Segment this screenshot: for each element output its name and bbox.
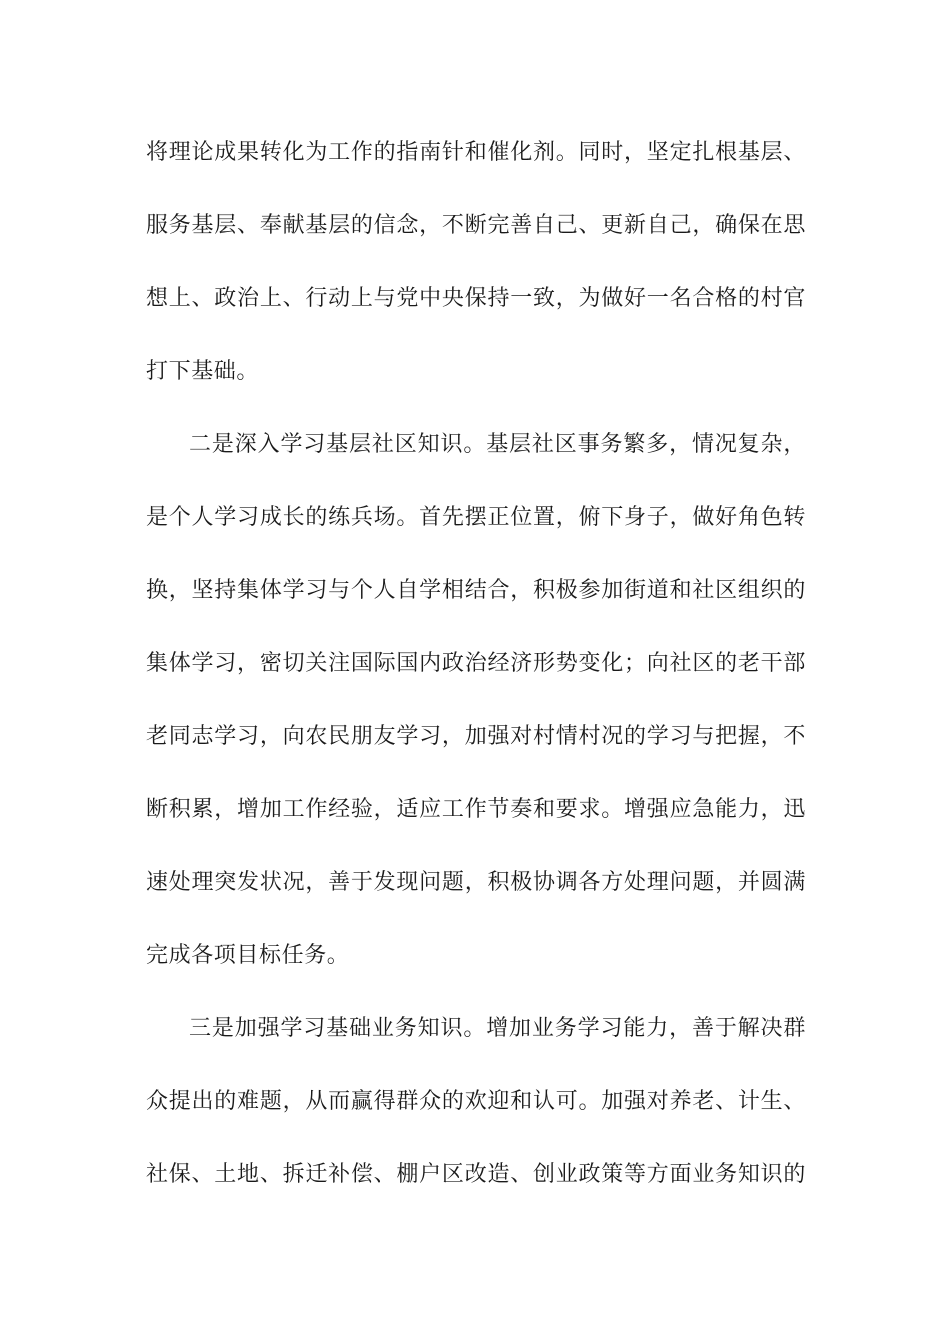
text-line: 将理论成果转化为工作的指南针和催化剂。同时，坚定扎根基层、 bbox=[146, 140, 806, 165]
text-line: 服务基层、奉献基层的信念，不断完善自己、更新自己，确保在思 bbox=[146, 213, 806, 238]
text-line: 完成各项目标任务。 bbox=[146, 943, 350, 968]
text-line: 想上、政治上、行动上与党中央保持一致，为做好一名合格的村官 bbox=[146, 286, 806, 311]
text-line: 速处理突发状况，善于发现问题，积极协调各方处理问题，并圆满 bbox=[146, 870, 806, 895]
text-line: 是个人学习成长的练兵场。首先摆正位置，俯下身子，做好角色转 bbox=[146, 505, 806, 530]
text-line: 打下基础。 bbox=[146, 359, 260, 384]
paragraph-first-line: 三是加强学习基础业务知识。增加业务学习能力，善于解决群 bbox=[189, 1016, 806, 1041]
text-line: 换，坚持集体学习与个人自学相结合，积极参加街道和社区组织的 bbox=[146, 578, 806, 603]
text-line: 集体学习，密切关注国际国内政治经济形势变化；向社区的老干部 bbox=[146, 651, 806, 676]
text-line: 老同志学习，向农民朋友学习，加强对村情村况的学习与把握，不 bbox=[146, 724, 806, 749]
text-line: 社保、土地、拆迁补偿、棚户区改造、创业政策等方面业务知识的 bbox=[146, 1162, 806, 1187]
paragraph-first-line: 二是深入学习基层社区知识。基层社区事务繁多，情况复杂， bbox=[189, 432, 806, 457]
text-line: 断积累，增加工作经验，适应工作节奏和要求。增强应急能力，迅 bbox=[146, 797, 806, 822]
text-line: 众提出的难题，从而赢得群众的欢迎和认可。加强对养老、计生、 bbox=[146, 1089, 806, 1114]
